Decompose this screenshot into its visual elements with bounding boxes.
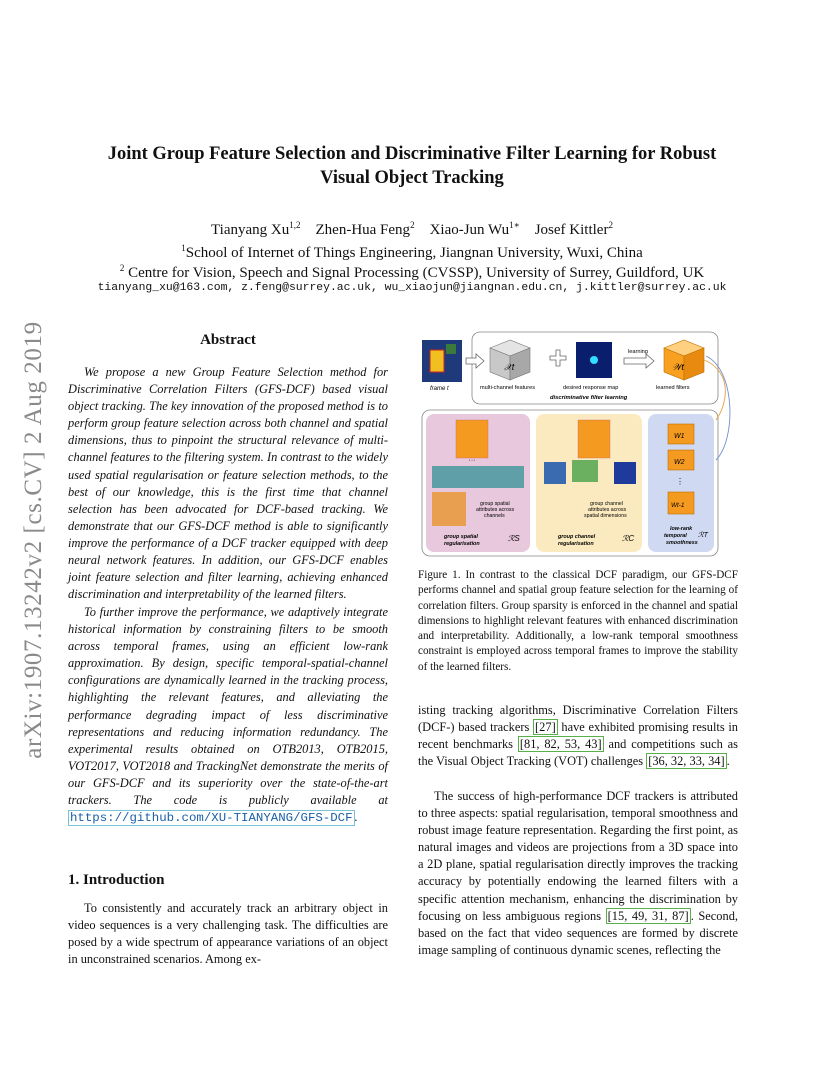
author-name: Josef Kittler xyxy=(534,222,609,238)
spatial-symbol: ℛS xyxy=(508,534,520,543)
figure-caption: Figure 1. In contrast to the classical DCF paradigm, our GFS-DCF performs channel and spatial group feature selection for the learning of correlation filters. Group sparsity is enforced in the channel and spatial dimensions to highlight relevant features with enhanced discrimination and interpretability. Additionally, a low-rank temporal smoothness constraint is employed across temporal frames to improve the stability of the learned filters. xyxy=(418,569,738,673)
channel-bold: group channel regularisation xyxy=(558,534,596,547)
filters-label: learned filters xyxy=(656,385,690,391)
affil-text: Centre for Vision, Speech and Signal Processing (CVSSP), University of Surrey, Guildford, UK xyxy=(124,265,705,281)
author-affil-mark: 1∗ xyxy=(509,220,520,230)
filters-symbol: 𝒲t xyxy=(672,362,684,372)
channel-text: group channel attributes across spatial dimensions xyxy=(584,501,627,519)
abstract-paragraph-1: We propose a new Group Feature Selection method for Discriminative Correlation Filters (GFS-DCF) based visual object tracking. The key innovation of the proposed method is to perform group feature selection across both channel and spatial dimensions, thus to pinpoint the structural relevance of multi-channel features to the filtering system. In contrast to the widely used spatial regularisation or feature selection methods, to the best of our knowledge, this is the first time that channel selection has been advocated for DCF-based tracking. We demonstrate that our GFS-DCF method is able to significantly improve the performance of a DCF tracker equipped with deep neural network features. In addition, our GFS-DCF enables joint feature selection and filter learning, achieving enhanced discrimination and interpretability of the learned filters. xyxy=(68,365,388,602)
text: . xyxy=(726,754,730,769)
figure-1-diagram xyxy=(418,330,738,560)
response-peak xyxy=(590,356,598,364)
author-emails: tianyang_xu@163.com, z.feng@surrey.ac.uk, wu_xiaojun@jiangnan.edu.cn, j.kittler@surrey.ac.uk xyxy=(97,282,727,294)
dfl-label: discriminative filter learning xyxy=(550,395,628,401)
text: . Second, based on the fact that video sequences are formed by discrete image sampling of continuous dynamic scenes, reflecting the xyxy=(418,908,738,957)
spatial-text: group spatial attributes across channels xyxy=(476,501,515,519)
citation-link[interactable]: [36, 32, 33, 34] xyxy=(648,754,725,769)
spatial-grid xyxy=(432,492,466,526)
frame-image xyxy=(422,340,462,382)
channel-map-2 xyxy=(572,460,598,482)
text: The success of high-performance DCF trackers is attributed to three aspects: spatial regularisation, temporal smoothness and robust image feature representation. Regarding the first point, as natural images and videos are projections from a 3D space into a 2D plane, spatial regularisation directly improves the tracking accuracy by potentially endowing the learned filters with a specific attention mechanism, enhancing the discrimination by focusing on less ambiguous regions xyxy=(418,789,738,923)
filter-cube xyxy=(664,340,704,380)
abstract-end: . xyxy=(354,810,358,825)
title-line-2: Visual Object Tracking xyxy=(320,168,504,188)
right-paragraph-2 xyxy=(418,788,738,959)
author-affil-mark: 2 xyxy=(410,220,415,230)
citation-link[interactable]: [81, 82, 53, 43] xyxy=(519,737,602,752)
text: isting tracking algorithms, Discriminative Correlation Filters (DCF-) based trackers xyxy=(418,703,738,735)
wt-1-label: Wt-1 xyxy=(671,502,685,509)
abstract-heading: Abstract xyxy=(200,332,256,348)
abstract-paragraph-2 xyxy=(68,604,388,827)
spatial-bold: group spatial regularisation xyxy=(444,534,480,547)
channel-map-1 xyxy=(544,462,566,484)
paper-title xyxy=(60,142,764,190)
features-symbol: 𝒳t xyxy=(504,362,515,372)
text: and competitions such as the Visual Object Tracking (VOT) challenges xyxy=(418,737,739,769)
code-link[interactable]: https://github.com/XU-TIANYANG/GFS-DCF xyxy=(70,811,353,826)
affil-mark: 2 xyxy=(119,263,125,273)
learning-label: learning xyxy=(628,349,648,355)
w1-label: W1 xyxy=(674,433,685,440)
right-paragraph-1 xyxy=(418,702,738,770)
intro-paragraph-1: To consistently and accurately track an arbitrary object in video sequences is a very challenging task. The difficulties are posed by a wide spectrum of appearance variations of an object in unconstrained scenarios. Among ex- xyxy=(68,901,388,967)
abstract-p2-text: To further improve the performance, we adaptively integrate historical information by constraining filters to be smooth across temporal frames, using an efficient low-rank approximation. By design, specific temporal-spatial-channel configurations are dynamically learned in the tracking process, highlighting the relevant features, and alleviating the performance degrading impact of less discriminative representations and reducing information redundancy. The experimental results obtained on OTB2013, OTB2015, VOT2017, VOT2018 and TrackingNet demonstrate the merits of our GFS-DCF and its superiority over the state-of-the-art trackers. The code is publicly available at xyxy=(68,605,388,808)
w2-label: W2 xyxy=(674,459,685,466)
frame-label: frame t xyxy=(430,386,449,392)
temporal-symbol: ℛT xyxy=(698,532,708,539)
spatial-feature-stack xyxy=(456,420,488,458)
section-heading-introduction: 1. Introduction xyxy=(68,872,165,888)
features-label: multi-channel features xyxy=(480,385,536,391)
author-name: Xiao-Jun Wu xyxy=(429,222,510,238)
author-affil-mark: 1,2 xyxy=(289,220,301,230)
author-affil-mark: 2 xyxy=(608,220,613,230)
channel-feature-stack xyxy=(578,420,610,458)
feature-cube xyxy=(490,340,530,380)
text: have exhibited promising results in recent benchmarks xyxy=(418,720,738,752)
title-line-1: Joint Group Feature Selection and Discriminative Filter Learning for Robust xyxy=(107,144,717,164)
hdots: ··· xyxy=(468,457,476,464)
vdots: ⋮ xyxy=(676,477,684,486)
channel-symbol: ℛC xyxy=(622,534,635,543)
citation-link[interactable]: [15, 49, 31, 87] xyxy=(607,908,689,923)
response-label: desired response map xyxy=(563,385,619,391)
temporal-bold: low-rank temporal smoothness xyxy=(664,526,698,546)
affil-text: School of Internet of Things Engineering, Jiangnan University, Wuxi, China xyxy=(185,245,643,261)
affil-mark: 1 xyxy=(181,243,186,253)
citation-link[interactable]: [27] xyxy=(535,720,556,735)
channel-map-3 xyxy=(614,462,636,484)
spatial-heatmap xyxy=(432,466,524,488)
author-name: Tianyang Xu xyxy=(211,222,290,238)
author-list xyxy=(60,215,764,240)
author-name: Zhen-Hua Feng xyxy=(315,222,411,238)
arxiv-identifier: arXiv:1907.13242v2 [cs.CV] 2 Aug 2019 xyxy=(20,321,47,759)
